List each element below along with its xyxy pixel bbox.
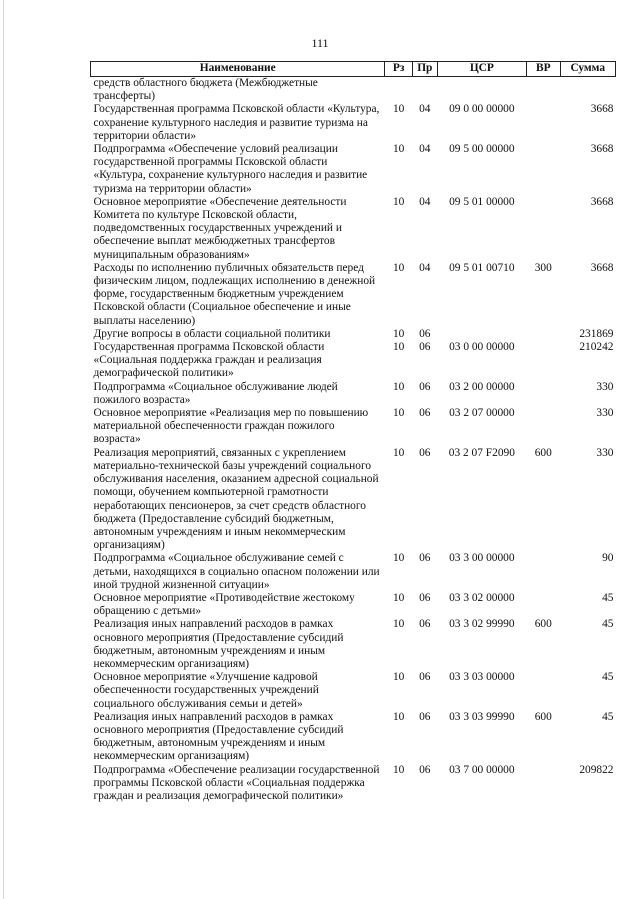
header-csr: ЦСР	[437, 62, 526, 77]
row-name: Реализация мероприятий, связанных с укреплением материально-технической базы учреждений социального обслуживания населения, оказанием адресной социальной помощи, обучением компьютерной грамотности неработающих пенсионеров, за счет средств областного бюджета (Предоставление субсидий бюджетным, автономным учреждениям и иным некоммерческим организациям)	[93, 446, 379, 552]
row-name: Подпрограмма «Обеспечение реализации государственной программы Псковской области «Социальная поддержка граждан и реализация демографической политики»	[93, 763, 380, 802]
row-name: Подпрограмма «Социальное обслуживание людей пожилого возраста»	[93, 380, 338, 406]
table-row	[91, 328, 616, 341]
row-csr: 09 0 00 00000	[449, 103, 515, 116]
row-rz: 10	[392, 143, 405, 156]
scan-edge-line	[3, 0, 4, 899]
table-row	[91, 103, 616, 143]
header-rz: Рз	[385, 62, 413, 77]
row-vr	[527, 552, 561, 592]
row-sum: 45	[602, 591, 614, 604]
row-name: Государственная программа Псковской области «Социальная поддержка граждан и реализация демографической политики»	[93, 341, 325, 380]
row-csr: 03 2 07 F2090	[448, 446, 515, 459]
row-sum: 90	[602, 552, 614, 565]
row-vr	[527, 764, 561, 804]
row-csr: 03 2 00 00000	[449, 380, 515, 393]
table-row	[91, 671, 616, 711]
row-vr	[527, 143, 561, 196]
row-vr	[527, 381, 561, 407]
table-body	[91, 77, 616, 804]
row-csr: 09 5 00 00000	[449, 143, 515, 156]
table-row	[91, 341, 616, 381]
table-row	[91, 407, 616, 447]
header-vr: ВР	[527, 62, 561, 77]
table-header-row	[91, 62, 616, 77]
row-rz: 10	[392, 407, 405, 420]
row-sum: 231869	[579, 327, 614, 340]
row-pr: 04	[419, 143, 431, 156]
row-pr: 06	[419, 710, 431, 723]
table-row	[91, 381, 616, 407]
row-csr: 03 3 02 99990	[449, 618, 515, 631]
row-vr: 600	[534, 710, 552, 723]
row-vr	[527, 103, 561, 143]
row-csr: 09 5 01 00000	[449, 195, 515, 208]
row-csr: 03 0 00 00000	[449, 341, 515, 354]
row-pr: 04	[419, 261, 431, 274]
table-row	[91, 77, 616, 104]
row-csr: 03 3 02 00000	[449, 591, 515, 604]
row-name: Основное мероприятие «Улучшение кадровой обеспеченности государственных учреждений социального обслуживания семьи и детей»	[93, 671, 319, 710]
table-row	[91, 552, 616, 592]
row-vr: 600	[534, 446, 552, 459]
row-pr: 06	[419, 552, 431, 565]
row-name: Подпрограмма «Обеспечение условий реализации государственной программы Псковской области «Культура, сохранение культурного наследия и развитие туризма на территории области»	[93, 143, 368, 195]
header-name: Наименование	[91, 62, 385, 77]
row-pr: 06	[419, 380, 431, 393]
row-sum: 210242	[579, 341, 614, 354]
row-name: Основное мероприятие «Обеспечение деятельности Комитета по культуре Псковской области, подведомственных государственных учреждений и обеспечение выплат межбюджетных трансфертов муниципальным образованиям»	[93, 195, 347, 261]
row-pr: 06	[419, 327, 431, 340]
row-vr	[527, 196, 561, 262]
row-sum: 45	[602, 710, 614, 723]
row-pr	[412, 77, 437, 104]
row-vr	[527, 407, 561, 447]
row-sum: 3668	[590, 103, 614, 116]
header-sum: Сумма	[560, 62, 615, 77]
row-pr: 06	[419, 407, 431, 420]
row-csr: 03 3 03 00000	[449, 671, 515, 684]
table-row	[91, 143, 616, 196]
row-pr: 04	[419, 195, 431, 208]
row-vr	[527, 671, 561, 711]
row-pr: 04	[419, 103, 431, 116]
row-name: Другие вопросы в области социальной политики	[93, 327, 331, 340]
row-csr: 03 3 00 00000	[449, 552, 515, 565]
table-row	[91, 711, 616, 764]
row-rz: 10	[392, 103, 405, 116]
row-sum: 45	[602, 618, 614, 631]
row-rz: 10	[392, 763, 405, 776]
row-vr	[527, 592, 561, 618]
row-csr	[437, 77, 526, 104]
row-rz: 10	[392, 195, 405, 208]
row-name: Основное мероприятие «Противодействие жестокому обращению с детьми»	[93, 591, 355, 618]
row-sum: 330	[596, 380, 614, 393]
row-vr: 300	[534, 261, 552, 274]
row-name: Государственная программа Псковской области «Культура, сохранение культурного наследия и развитие туризма на территории области»	[93, 103, 380, 142]
table-row	[91, 196, 616, 262]
row-vr	[527, 77, 561, 104]
row-name: Расходы по исполнению публичных обязательств перед физическим лицом, подлежащих исполнению в денежной форме, государственным бюджетным учреждением Псковской области (Социальное обеспечение и иные выплаты населению)	[93, 261, 376, 327]
page-number: 111	[311, 36, 329, 50]
row-sum: 45	[602, 671, 614, 684]
row-rz: 10	[392, 327, 405, 340]
row-rz: 10	[392, 710, 405, 723]
row-rz: 10	[392, 618, 405, 631]
row-pr: 06	[419, 341, 431, 354]
row-pr: 06	[419, 618, 431, 631]
row-name: Реализация иных направлений расходов в рамках основного мероприятия (Предоставление субсидий бюджетным, автономным учреждениям и иным некоммерческим организациям)	[93, 710, 344, 763]
row-vr	[527, 328, 561, 341]
row-name: Основное мероприятие «Реализация мер по повышению материальной обеспеченности граждан пожилого возраста»	[93, 407, 369, 446]
row-pr: 06	[419, 671, 431, 684]
row-rz: 10	[392, 446, 405, 459]
row-sum: 3668	[590, 261, 614, 274]
row-csr: 09 5 01 00710	[449, 261, 515, 274]
row-csr: 03 2 07 00000	[449, 407, 515, 420]
row-sum: 330	[596, 407, 614, 420]
row-rz: 10	[392, 552, 405, 565]
row-csr	[437, 328, 526, 341]
budget-table	[90, 61, 616, 803]
row-sum: 3668	[590, 195, 614, 208]
row-vr	[527, 341, 561, 381]
row-csr: 03 3 03 99990	[449, 710, 515, 723]
row-pr: 06	[419, 446, 431, 459]
row-sum	[560, 77, 615, 104]
row-rz: 10	[392, 671, 405, 684]
row-rz: 10	[392, 380, 405, 393]
row-name: средств областного бюджета (Межбюджетные трансферты)	[93, 77, 318, 103]
row-name: Реализация иных направлений расходов в рамках основного мероприятия (Предоставление субсидий бюджетным, автономным учреждениям и иным некоммерческим организациям)	[93, 618, 344, 670]
row-sum: 3668	[590, 143, 614, 156]
row-rz: 10	[392, 591, 405, 604]
header-pr: Пр	[412, 62, 437, 77]
table-row	[91, 262, 616, 328]
row-pr: 06	[419, 763, 431, 776]
table-row	[91, 592, 616, 618]
table-row	[91, 618, 616, 671]
row-pr: 06	[419, 591, 431, 604]
row-csr: 03 7 00 00000	[449, 763, 515, 776]
table-row	[91, 764, 616, 804]
table-row	[91, 447, 616, 553]
row-sum: 330	[596, 446, 614, 459]
row-rz: 10	[392, 341, 405, 354]
row-rz: 10	[392, 261, 405, 274]
row-vr: 600	[534, 618, 552, 631]
row-sum: 209822	[579, 763, 614, 776]
row-rz	[385, 77, 413, 104]
row-name: Подпрограмма «Социальное обслуживание семей с детьми, находящихся в социально опасном положении или иной трудной жизненной ситуации»	[93, 552, 380, 591]
